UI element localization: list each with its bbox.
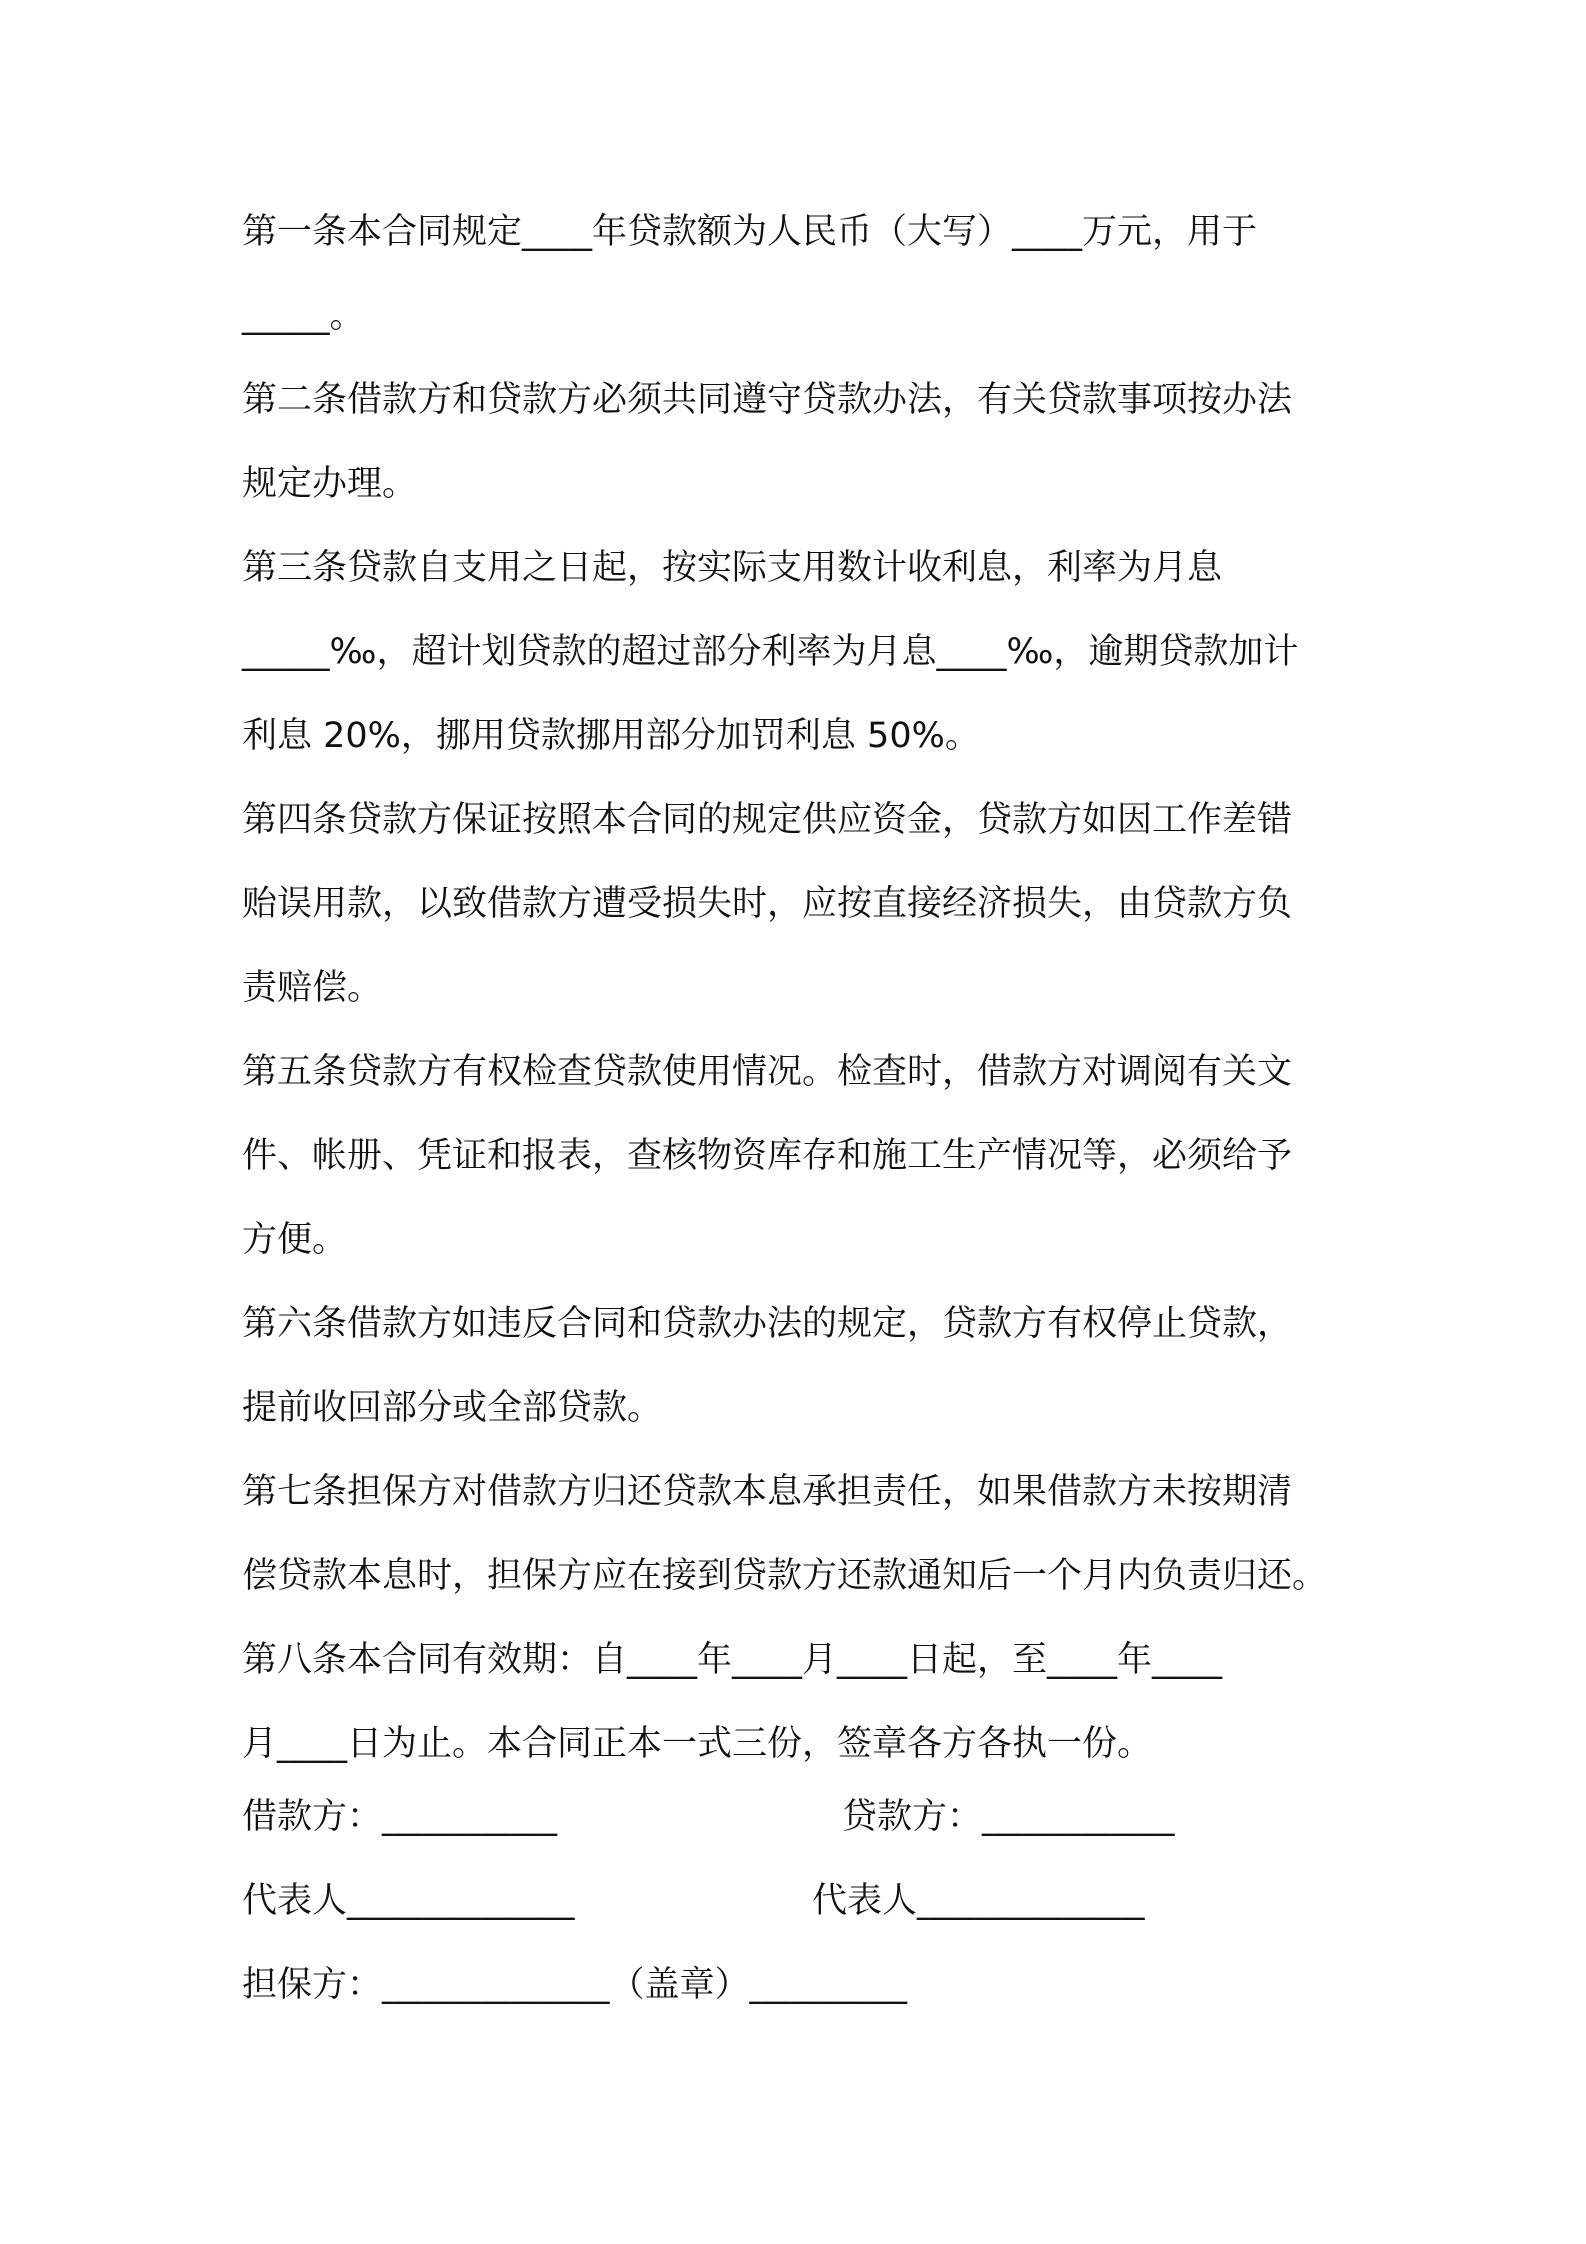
clause-6: [242, 1282, 1362, 1450]
signature-row-guarantor: [242, 1943, 1362, 2027]
clause-line: 责赔偿。: [242, 968, 383, 1008]
clause-line: 第一条本合同规定____年贷款额为人民币（大写）____万元，用于: [242, 212, 1258, 252]
clause-line: 第二条借款方和贷款方必须共同遵守贷款办法，有关贷款事项按办法: [242, 380, 1293, 420]
clause-line: 第八条本合同有效期：自____年____月____日起，至____年____: [242, 1640, 1223, 1680]
clause-line: 月____日为止。本合同正本一式三份，签章各方各执一份。: [242, 1724, 1153, 1764]
clause-list: [242, 190, 1362, 1786]
clause-line: 利息 20%，挪用贷款挪用部分加罚利息 50%。: [242, 716, 980, 756]
clause-line: 第四条贷款方保证按照本合同的规定供应资金，贷款方如因工作差错: [242, 800, 1293, 840]
clause-8: [242, 1618, 1362, 1786]
clause-4: [242, 778, 1362, 1030]
clause-line: 第七条担保方对借款方归还贷款本息承担责任，如果借款方未按期清: [242, 1472, 1293, 1512]
clause-7: [242, 1450, 1362, 1618]
signature-block: [242, 1775, 1362, 2027]
clause-line: 规定办理。: [242, 464, 418, 504]
lender-representative: 代表人_____________: [812, 1881, 1145, 1921]
signature-row-representatives: [242, 1859, 1362, 1943]
clause-3: [242, 526, 1362, 778]
clause-1: [242, 190, 1362, 358]
clause-line: 第五条贷款方有权检查贷款使用情况。检查时，借款方对调阅有关文: [242, 1052, 1293, 1092]
lender-signature: 贷款方：___________: [842, 1797, 1175, 1837]
signature-row-parties: [242, 1775, 1362, 1859]
clause-line: 件、帐册、凭证和报表，查核物资库存和施工生产情况等，必须给予: [242, 1136, 1293, 1176]
borrower-representative: 代表人_____________: [242, 1881, 575, 1921]
clause-line: _____。: [242, 296, 365, 336]
clause-line: 方便。: [242, 1220, 348, 1260]
clause-line: 第六条借款方如违反合同和贷款办法的规定，贷款方有权停止贷款，: [242, 1304, 1293, 1344]
clause-line: 提前收回部分或全部贷款。: [242, 1388, 663, 1428]
clause-line: 贻误用款，以致借款方遭受损失时，应按直接经济损失，由贷款方负: [242, 884, 1293, 924]
guarantor-signature: 担保方：_____________（盖章）_________: [242, 1965, 908, 2005]
clause-line: 偿贷款本息时，担保方应在接到贷款方还款通知后一个月内负责归还。: [242, 1556, 1328, 1596]
clause-line: _____‰，超计划贷款的超过部分利率为月息____‰，逾期贷款加计: [242, 632, 1299, 672]
clause-2: [242, 358, 1362, 526]
clause-5: [242, 1030, 1362, 1282]
borrower-signature: 借款方：__________: [242, 1797, 558, 1837]
clause-line: 第三条贷款自支用之日起，按实际支用数计收利息，利率为月息: [242, 548, 1223, 588]
